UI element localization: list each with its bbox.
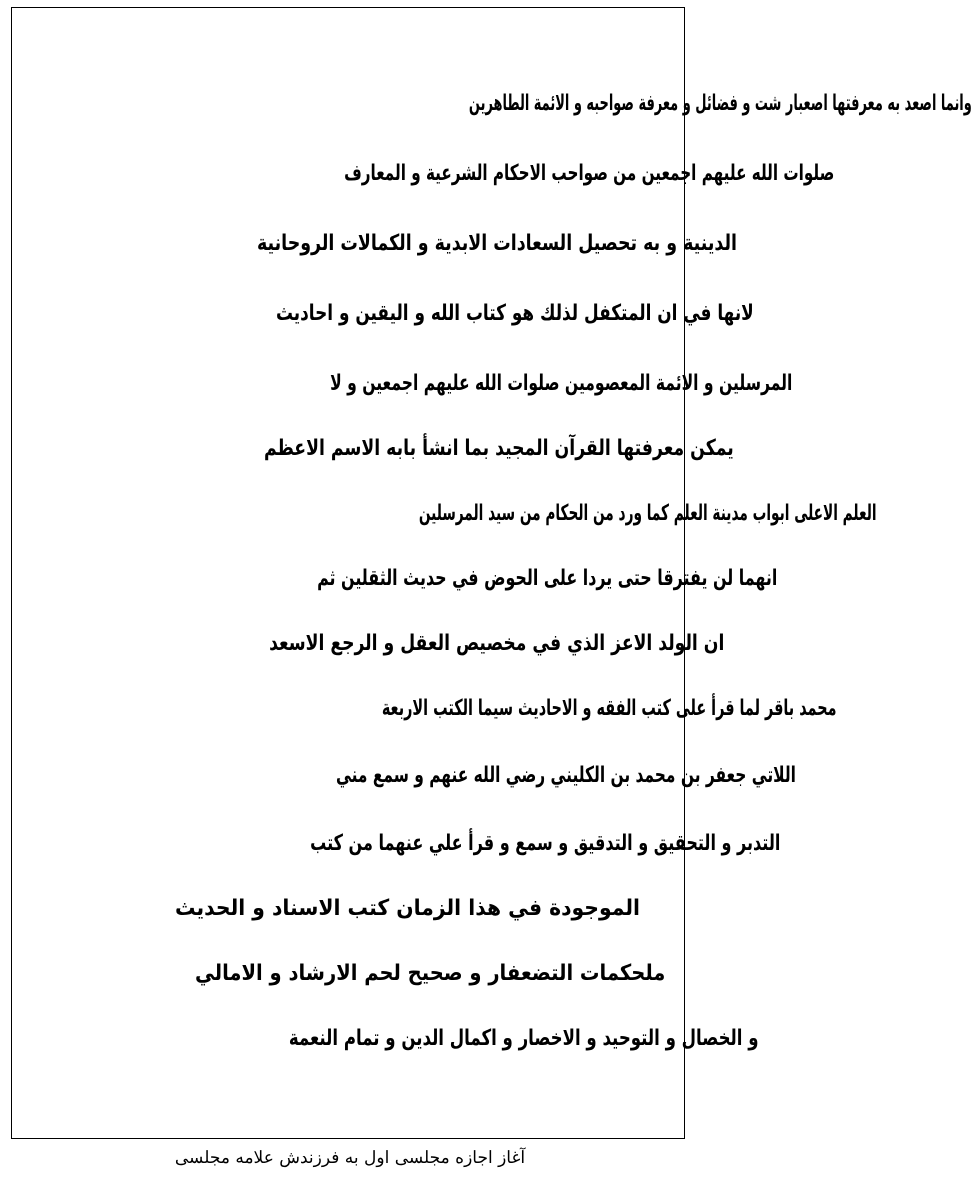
manuscript-frame bbox=[11, 7, 972, 1139]
manuscript-line: ملحكمات التضعفار و صحيح لحم الارشاد و الامالي bbox=[194, 960, 665, 986]
manuscript-line: يمكن معرفتها القرآن المجيد بما انشأ بابه الاسم الاعظم bbox=[263, 435, 734, 461]
manuscript-line: و الخصال و التوحيد و الاخصار و اكمال الدين و تمام النعمة bbox=[288, 1025, 758, 1051]
manuscript-line: لانها في ان المتكفل لذلك هو كتاب الله و اليقين و احاديث bbox=[275, 300, 754, 326]
manuscript-line: ان الولد الاعز الذي في مخصيص العقل و الرجع الاسعد bbox=[269, 630, 725, 656]
manuscript-line: اللاتي جعفر بن محمد بن الكليني رضي الله عنهم و سمع مني bbox=[335, 762, 796, 788]
manuscript-line: العلم الاعلى ابواب مدينة العلم كما ورد من الحكام من سيد المرسلين bbox=[418, 500, 877, 526]
manuscript-line: وانما اصعد به معرفتها اصعبار شت و فضائل و معرفة صواحبه و الائمة الطاهرين bbox=[468, 90, 972, 116]
manuscript-line: صلوات الله عليهم اجمعين من صواحب الاحكام الشرعية و المعارف bbox=[343, 160, 834, 186]
manuscript-line: الدينية و به تحصيل السعادات الابدية و الكمالات الروحانية bbox=[256, 230, 737, 256]
manuscript-text-block bbox=[112, 78, 972, 1068]
manuscript-line: الموجودة في هذا الزمان كتب الاسناد و الحديث bbox=[174, 895, 640, 921]
figure-caption: آغاز اجازه مجلسی اول به فرزندش علامه مجلسی bbox=[174, 1148, 526, 1168]
manuscript-line: التدبر و التحقيق و التدقيق و سمع و قرأ علي عنهما من كتب bbox=[309, 830, 780, 856]
manuscript-line: محمد باقر لما قرأ على كتب الفقه و الاحاديث سيما الكتب الاربعة bbox=[381, 695, 837, 721]
manuscript-line: انهما لن يفترقا حتى يردا على الحوض في حديث الثقلين ثم bbox=[316, 565, 777, 591]
manuscript-line: المرسلين و الائمة المعصومين صلوات الله عليهم اجمعين و لا bbox=[329, 370, 792, 396]
